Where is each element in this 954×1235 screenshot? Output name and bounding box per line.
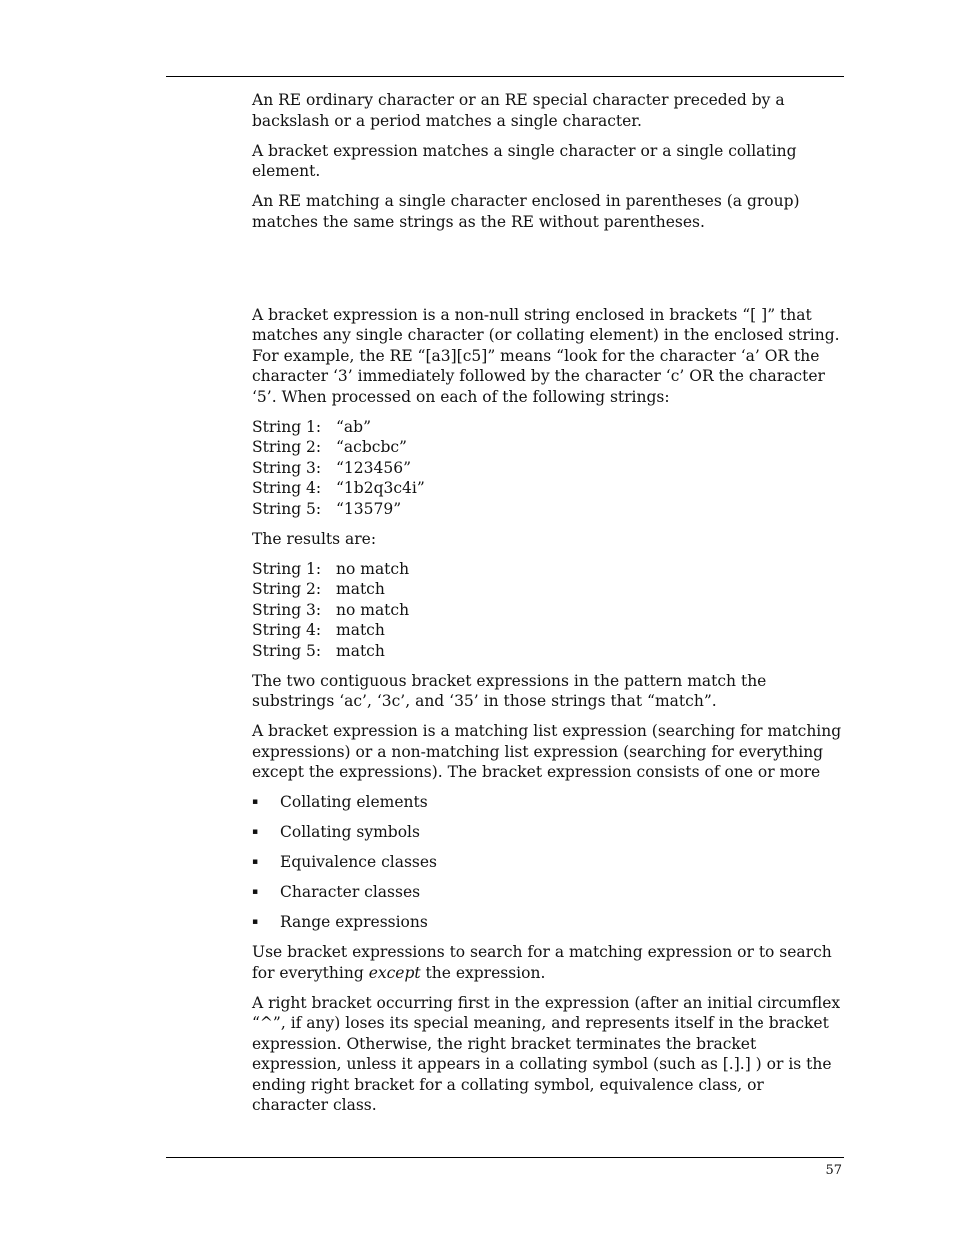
- string-value: “13579”: [336, 499, 402, 518]
- list-item: [252, 437, 844, 458]
- list-item: [252, 882, 844, 903]
- paragraph-use-brackets: [252, 942, 844, 983]
- string-label: String 4:: [252, 479, 322, 497]
- result-value: no match: [336, 600, 410, 619]
- list-item: [252, 458, 844, 479]
- string-value: “acbcbc”: [336, 438, 407, 456]
- result-value: no match: [336, 559, 410, 578]
- bullet-text: Range expressions: [280, 913, 428, 931]
- emphasis-except: except: [368, 963, 421, 982]
- bullet-text: Collating symbols: [280, 823, 420, 841]
- header-rule: [166, 76, 844, 77]
- list-item: [252, 579, 844, 600]
- list-item: [252, 600, 844, 621]
- string-label: String 5:: [252, 499, 322, 518]
- list-item: [252, 641, 844, 662]
- bracket-components-list: [252, 792, 844, 933]
- result-label: String 5:: [252, 641, 322, 660]
- list-item: [252, 792, 844, 813]
- paragraph-bracket-intro: A bracket expression is a non-null string enclosed in brackets “[ ]” that matches any single character (or collating element) in the enclosed string. For example, the RE “[a3][c5]” means “look for the character ‘a’ OR the character ‘3’ immediately followed by the character ‘c’ OR the character ‘5’. When processed on each of the following strings:: [252, 305, 840, 406]
- paragraph-single-character: An RE ordinary character or an RE special character preceded by a backslash or a period matches a single character.: [252, 91, 785, 130]
- string-value: “ab”: [336, 417, 372, 436]
- result-value: match: [336, 580, 385, 598]
- list-item: [252, 852, 844, 873]
- paragraph-group: An RE matching a single character enclosed in parentheses (a group) matches the same strings as the RE without parentheses.: [252, 192, 800, 231]
- string-label: String 3:: [252, 458, 322, 477]
- use-brackets-text-end: the expression.: [420, 963, 546, 982]
- list-item: [252, 499, 844, 520]
- result-label: String 1:: [252, 559, 322, 578]
- page-body: [252, 90, 844, 1125]
- page-number: 57: [825, 1163, 842, 1178]
- list-item: [252, 912, 844, 933]
- string-value: “1b2q3c4i”: [336, 479, 425, 497]
- paragraph-results-intro: The results are:: [252, 529, 377, 548]
- list-item: [252, 478, 844, 499]
- result-value: match: [336, 621, 385, 639]
- paragraph-right-bracket: A right bracket occurring first in the expression (after an initial circumflex “^”, if any) loses its special meaning, and represents itself in the bracket expression. Otherwise, the right bracket terminates the bracket expression, unless it appears in a collating symbol (such as [.].] ) or is the ending right bracket for a collating symbol, equivalence class, or character class.: [252, 993, 841, 1114]
- bullet-icon: ▪: [252, 827, 259, 837]
- list-item: [252, 620, 844, 641]
- paragraph-bracket-single: A bracket expression matches a single character or a single collating element.: [252, 141, 797, 180]
- list-item: [252, 822, 844, 843]
- bullet-text: Character classes: [280, 883, 421, 901]
- list-item: [252, 559, 844, 580]
- section-gap: [252, 242, 844, 305]
- bullet-icon: ▪: [252, 797, 259, 807]
- result-value: match: [336, 641, 385, 660]
- bullet-icon: ▪: [252, 887, 259, 897]
- bullet-icon: ▪: [252, 857, 259, 867]
- use-brackets-text: Use bracket expressions to search for a matching expression or to search for everything: [252, 943, 832, 982]
- paragraph-matching-list: A bracket expression is a matching list expression (searching for matching expressions) or a non-matching list expression (searching for everything except the expressions). The bracket expression consists of one or more: [252, 722, 842, 781]
- result-label: String 4:: [252, 621, 322, 639]
- bullet-icon: ▪: [252, 917, 259, 927]
- strings-list: [252, 417, 844, 520]
- result-label: String 3:: [252, 600, 322, 619]
- string-label: String 2:: [252, 438, 322, 456]
- bullet-text: Equivalence classes: [280, 853, 437, 871]
- results-list: [252, 559, 844, 662]
- string-label: String 1:: [252, 417, 322, 436]
- bullet-text: Collating elements: [280, 793, 428, 811]
- result-label: String 2:: [252, 580, 322, 598]
- list-item: [252, 417, 844, 438]
- footer-rule: [166, 1157, 844, 1158]
- string-value: “123456”: [336, 458, 412, 477]
- paragraph-contiguous: The two contiguous bracket expressions in the pattern match the substrings ‘ac’, ‘3c’, and ‘35’ in those strings that “match”.: [252, 671, 767, 710]
